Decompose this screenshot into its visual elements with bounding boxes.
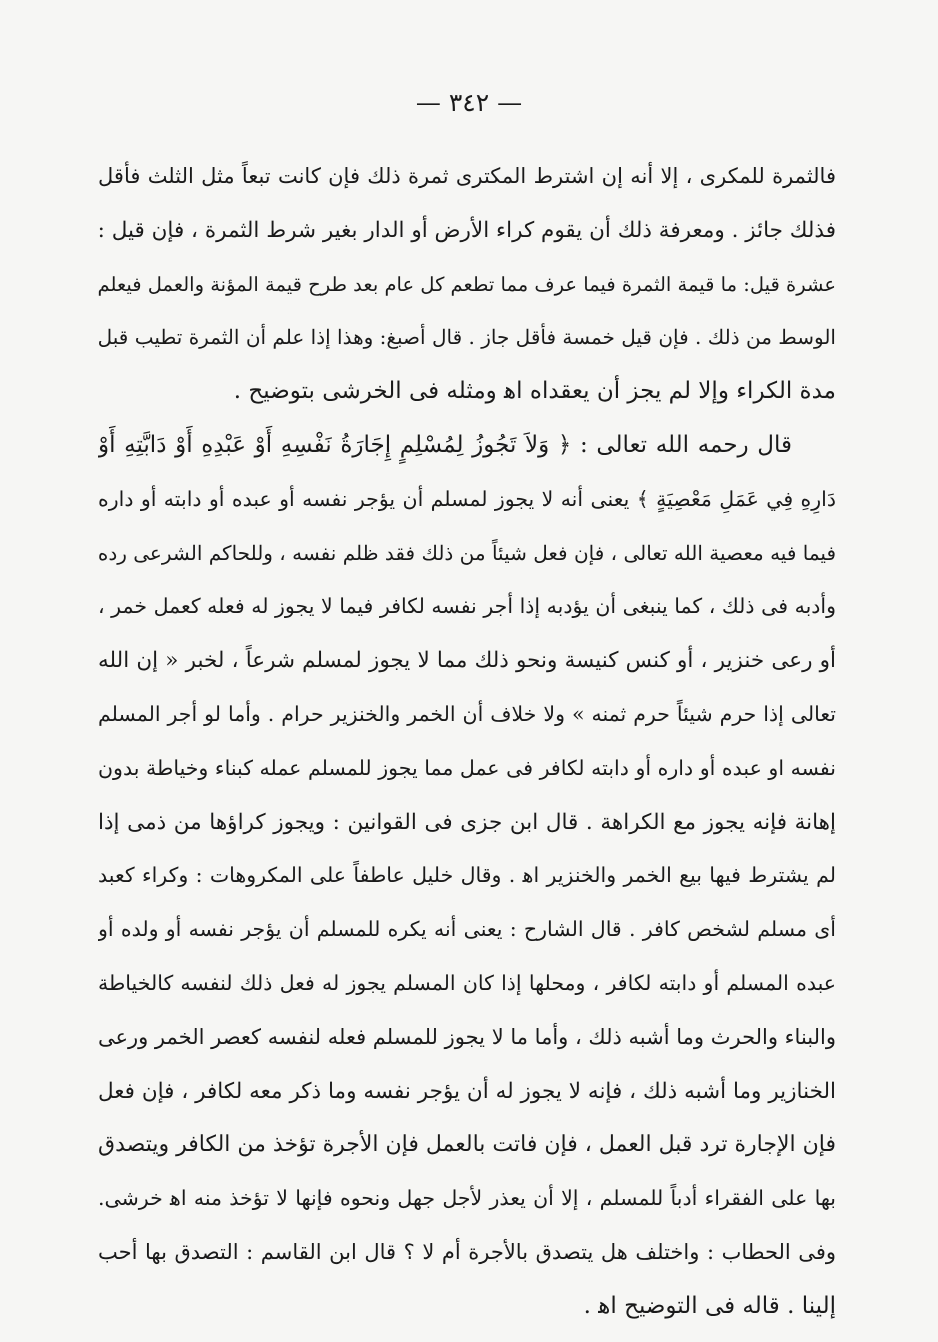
page-number: — ٣٤٢ — — [415, 88, 523, 117]
text-line: عشرة قيل: ما قيمة الثمرة فيما عرف مما تطعم كل عام بعد طرح قيمة المؤنة والعمل فيعلم — [98, 272, 836, 296]
text-line: نفسه او عبده أو داره أو دابته لكافر فى عمل مما يجوز للمسلم عمله كبناء وخياطة بدون — [98, 755, 836, 780]
text-line: قال رحمه الله تعالى : ﴿ وَلاَ تَجُوزُ لِمُسْلِمٍ إِجَارَةُ نَفْسِهِ أَوْ عَبْدِهِ أَوْ دَابَّتِهِ أَوْ — [98, 431, 792, 458]
text-line: فيما فيه معصية الله تعالى ، فإن فعل شيئاً من ذلك فقد ظلم نفسه ، وللحاكم الشرعى رده — [98, 540, 836, 565]
text-line: بها على الفقراء أدباً للمسلم ، إلا أن يعذر لأجل جهل ونحوه فإنها لا تؤخذ منه اﻫ خرشى. — [98, 1186, 836, 1211]
text-line: فالثمرة للمكرى ، إلا أنه إن اشترط المكترى ثمرة ذلك فإن كانت تبعاً مثل الثلث فأقل — [98, 164, 836, 188]
text-line: لم يشترط فيها بيع الخمر والخنزير اﻫ . وقال خليل عاطفاً على المكروهات : وكراء كعبد — [98, 863, 836, 888]
text-line: الوسط من ذلك . فإن قيل خمسة فأقل جاز . قال أصبغ: وهذا إذا علم أن الثمرة تطيب قبل — [98, 325, 836, 350]
text-line: والبناء والحرث وما أشبه ذلك ، وأما ما لا يجوز للمسلم فعله لنفسه كعصر الخمر ورعى — [98, 1024, 836, 1049]
text-line: إلينا . قاله فى التوضيح اﻫ . — [583, 1292, 836, 1319]
text-line: تعالى إذا حرم شيئاً حرم ثمنه » ولا خلاف أن الخمر والخنزير حرام . وأما لو أجر المسلم — [98, 701, 836, 726]
text-line: دَارِهِ فِي عَمَلِ مَعْصِيَةٍ ﴾ يعنى أنه لا يجوز لمسلم أن يؤجر نفسه أو عبده أو دابته أو داره — [98, 486, 836, 511]
text-line: فذلك جائز . ومعرفة ذلك أن يقوم كراء الأرض أو الدار بغير شرط الثمرة ، فإن قيل : — [98, 217, 836, 243]
body-text — [98, 150, 836, 1334]
text-line: الخنازير وما أشبه ذلك ، فإنه لا يجوز له أن يؤجر نفسه وما ذكر معه لكافر ، فإن فعل — [98, 1078, 836, 1104]
text-line: عبده المسلم أو دابته لكافر ، ومحلها إذا كان المسلم يجوز له فعل ذلك لنفسه كالخياطة — [98, 970, 836, 995]
text-line: فإن الإجارة ترد قبل العمل ، فإن فاتت بالعمل فإن الأجرة تؤخذ من الكافر ويتصدق — [98, 1132, 836, 1158]
text-line: وأدبه فى ذلك ، كما ينبغى أن يؤدبه إذا أجر نفسه لكافر فيما لا يجوز له فعله كعمل خمر ، — [98, 594, 836, 619]
text-line: إهانة فإنه يجوز مع الكراهة . قال ابن جزى فى القوانين : ويجوز كراؤها من ذمى إذا — [98, 809, 836, 835]
text-line: مدة الكراء وإلا لم يجز أن يعقداه اﻫ ومثله فى الخرشى بتوضيح . — [233, 378, 836, 405]
text-line: أو رعى خنزير ، أو كنس كنيسة ونحو ذلك مما لا يجوز لمسلم شرعاً ، لخبر « إن الله — [98, 648, 836, 674]
text-line: أى مسلم لشخص كافر . قال الشارح : يعنى أنه يكره للمسلم أن يؤجر نفسه أو ولده أو — [98, 917, 836, 942]
text-line: وفى الحطاب : واختلف هل يتصدق بالأجرة أم لا ؟ قال ابن القاسم : التصدق بها أحب — [98, 1239, 836, 1264]
